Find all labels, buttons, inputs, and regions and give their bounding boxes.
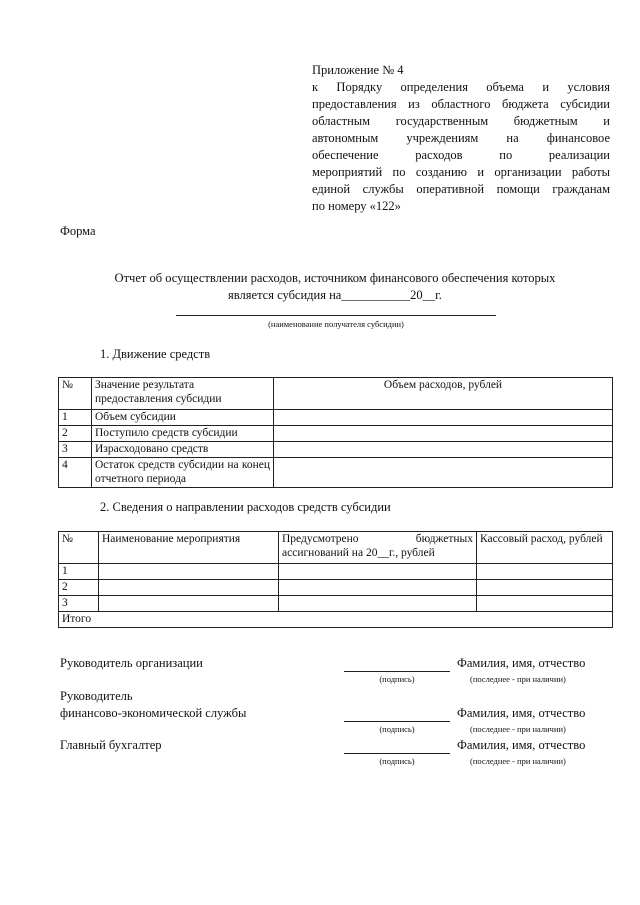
signature-line — [344, 671, 450, 672]
signature-line — [344, 721, 450, 722]
table-row — [59, 458, 613, 488]
table-header-row — [59, 532, 613, 564]
row-value-cell — [274, 426, 613, 442]
signature-role: Главный бухгалтер — [60, 738, 162, 752]
signature-role: Руководитель организации — [60, 656, 203, 670]
table-row — [59, 596, 613, 612]
header-expense-volume: Объем расходов, рублей — [274, 378, 613, 410]
movement-table — [58, 377, 613, 488]
appendix-line: единой службы оперативной помощи гражданам — [312, 182, 610, 196]
total-label: Итого — [59, 612, 613, 628]
row-value-cell — [274, 410, 613, 426]
table-header-row — [59, 378, 613, 410]
row-event-cell — [99, 596, 279, 612]
recipient-caption: (наименование получателя субсидии) — [268, 319, 404, 329]
row-name: Поступило средств субсидии — [92, 426, 274, 442]
row-num: 2 — [59, 426, 92, 442]
row-num: 3 — [59, 596, 99, 612]
row-num: 4 — [59, 458, 92, 488]
table-row — [59, 580, 613, 596]
signature-role-line1: Руководитель — [60, 689, 133, 703]
header-num: № — [59, 532, 99, 564]
signature-name-caption: (последнее - при наличии) — [470, 724, 566, 734]
signature-caption: (подпись) — [379, 674, 415, 684]
expenses-table — [58, 531, 613, 628]
signature-name-caption: (последнее - при наличии) — [470, 674, 566, 684]
header-event-name: Наименование мероприятия — [99, 532, 279, 564]
report-title-line2: является субсидия на___________20__г. — [228, 288, 442, 302]
report-title-line1: Отчет об осуществлении расходов, источником финансового обеспечения которых — [114, 271, 556, 285]
table-row — [59, 426, 613, 442]
table-row — [59, 442, 613, 458]
row-name: Остаток средств субсидии на конец отчетного периода — [92, 458, 274, 488]
signature-caption: (подпись) — [379, 756, 415, 766]
row-planned-cell — [279, 580, 477, 596]
row-num: 2 — [59, 580, 99, 596]
section1-heading: 1. Движение средств — [100, 347, 211, 361]
row-planned-cell — [279, 564, 477, 580]
signature-name-placeholder: Фамилия, имя, отчество — [457, 656, 586, 670]
row-cash-cell — [477, 596, 613, 612]
header-num: № — [59, 378, 92, 410]
table-total-row — [59, 612, 613, 628]
signature-line — [344, 753, 450, 754]
header-result-value: Значение результата предоставления субсидии — [92, 378, 274, 410]
table-row — [59, 410, 613, 426]
recipient-name-line — [176, 315, 496, 316]
appendix-title: Приложение № 4 — [312, 63, 404, 77]
row-name: Объем субсидии — [92, 410, 274, 426]
signature-caption: (подпись) — [379, 724, 415, 734]
appendix-line: к Порядку определения объема и условия — [312, 80, 610, 94]
signature-name-placeholder: Фамилия, имя, отчество — [457, 706, 586, 720]
signature-name-caption: (последнее - при наличии) — [470, 756, 566, 766]
appendix-line: по номеру «122» — [312, 199, 401, 213]
row-num: 1 — [59, 564, 99, 580]
row-event-cell — [99, 580, 279, 596]
signature-role: финансово-экономической службы — [60, 706, 247, 720]
appendix-line: областным государственным бюджетным и — [312, 114, 610, 128]
table-row — [59, 564, 613, 580]
appendix-line: обеспечение расходов по реализации — [312, 148, 610, 162]
header-planned-allocations: Предусмотрено бюджетных ассигнований на 20__г., рублей — [279, 532, 477, 564]
row-value-cell — [274, 458, 613, 488]
row-event-cell — [99, 564, 279, 580]
appendix-line: автономным учреждениям на финансовое — [312, 131, 610, 145]
row-num: 1 — [59, 410, 92, 426]
appendix-line: мероприятий по созданию и организации работы — [312, 165, 610, 179]
row-name: Израсходовано средств — [92, 442, 274, 458]
section2-heading: 2. Сведения о направлении расходов средств субсидии — [100, 500, 391, 514]
row-cash-cell — [477, 564, 613, 580]
row-cash-cell — [477, 580, 613, 596]
row-planned-cell — [279, 596, 477, 612]
form-label: Форма — [60, 224, 96, 238]
appendix-line: предоставления из областного бюджета субсидии — [312, 97, 610, 111]
row-value-cell — [274, 442, 613, 458]
row-num: 3 — [59, 442, 92, 458]
header-cash-expense: Кассовый расход, рублей — [477, 532, 613, 564]
signature-name-placeholder: Фамилия, имя, отчество — [457, 738, 586, 752]
